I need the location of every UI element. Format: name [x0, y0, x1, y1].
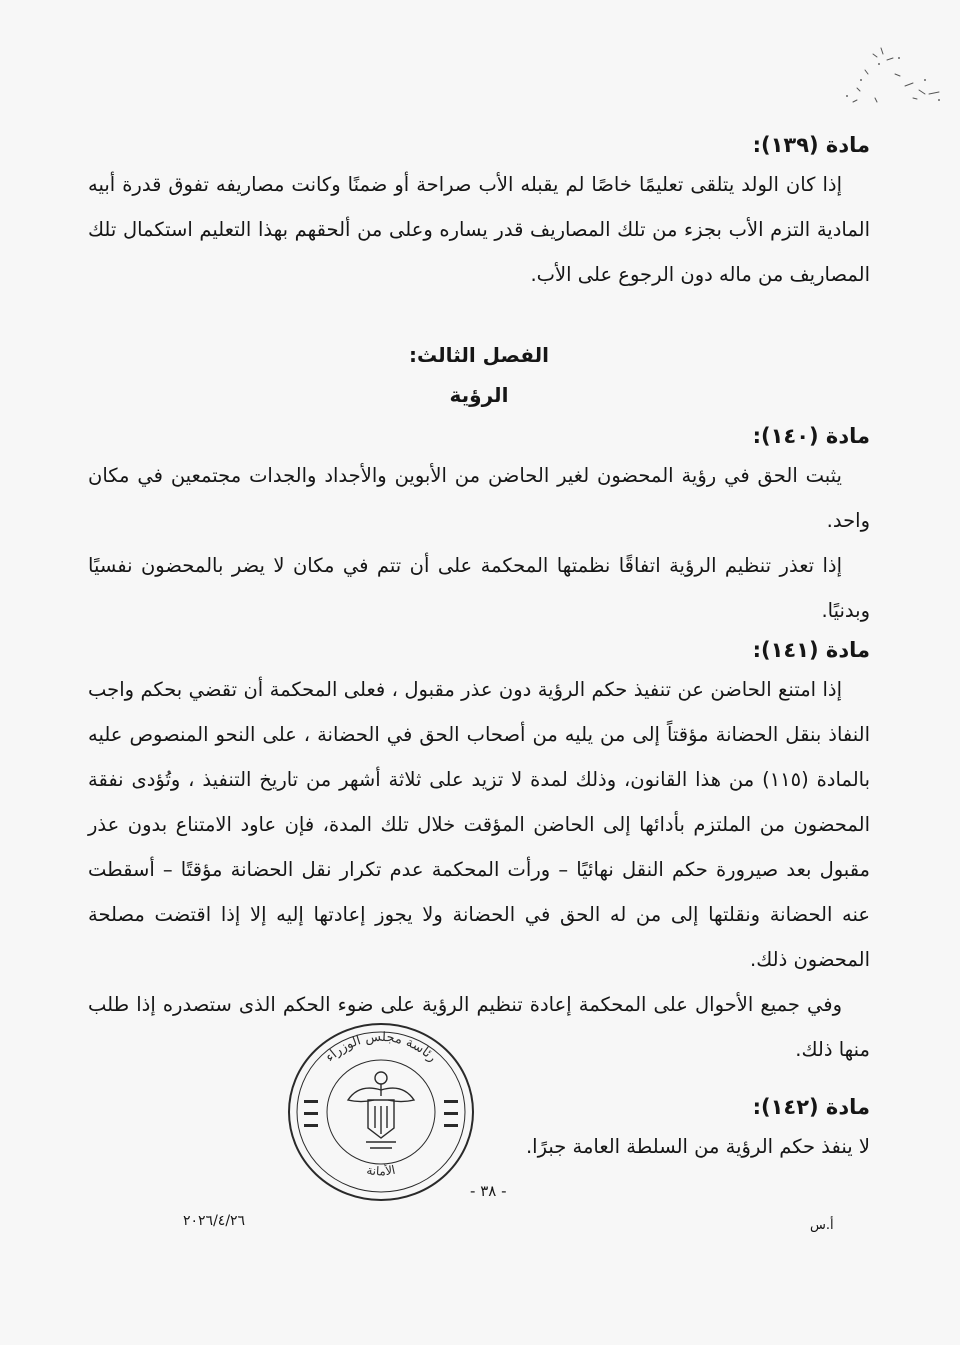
article-140-heading: مادة (١٤٠):: [752, 424, 870, 448]
article-142-heading: مادة (١٤٢):: [752, 1095, 870, 1119]
article-141-paragraph-2: وفي جميع الأحوال على المحكمة إعادة تنظيم الرؤية على ضوء الحكم الذى ستصدره إذا طلب منها ذلك.: [88, 993, 870, 1061]
seal-bottom-text: الأمانة: [365, 1162, 397, 1179]
article-139-paragraph-1: إذا كان الولد يتلقى تعليمًا خاصًا لم يقبله الأب صراحة أو ضمنًا وكانت مصاريفه تفوق قدرة أبيه المادية التزم الأب بجزء من تلك المصاريف قدر يساره وعلى من ألحقهم بهذا التعليم استكمال تلك المصاريف من ماله دون الرجوع على الأب.: [88, 173, 870, 286]
article-141-heading: مادة (١٤١):: [752, 638, 870, 662]
typist-initials: أ.س: [810, 1218, 834, 1233]
article-141-paragraph-1: إذا امتنع الحاضن عن تنفيذ حكم الرؤية دون عذر مقبول ، فعلى المحكمة أن تقضي بحكم واجب النفاذ بنقل الحضانة مؤقتاً إلى من يليه من أصحاب الحق في الحضانة ، على النحو المنصوص عليه بالمادة (١١٥) من هذا القانون، وذلك لمدة لا تزيد على ثلاثة أشهر من تاريخ التنفيذ ، وتُؤدى نفقة المحضون من الملتزم بأدائها إلى الحاضن المؤقت خلال تلك المدة، فإن عاود الامتناع بدون عذر مقبول بعد صيرورة حكم النقل نهائيًا – ورأت المحكمة عدم تكرار نقل الحضانة مؤقتًا – أسقطت عنه الحضانة ونقلتها إلى من له الحق في الحضانة ولا يجوز إعادتها إليه إلا إذا اقتضت مصلحة المحضون ذلك.: [88, 678, 870, 971]
handwritten-scribble-mark: [835, 40, 955, 120]
article-142-paragraph-1: لا ينفذ حكم الرؤية من السلطة العامة جبرًا.: [525, 1135, 870, 1158]
seal-top-text: رئاسة مجلس الوزراء: [322, 1029, 440, 1066]
eagle-emblem-icon: [348, 1072, 414, 1148]
svg-text:الأمانة: [366, 1162, 397, 1178]
document-date: ٢٠٢٦/٤/٢٦: [183, 1213, 246, 1229]
chapter-title: الرؤية: [449, 383, 509, 407]
cabinet-seal-stamp: [282, 1016, 480, 1208]
page-number: - ٣٨ -: [470, 1182, 507, 1200]
chapter-number: الفصل الثالث:: [409, 343, 549, 367]
document-body: [88, 128, 870, 1169]
article-140-paragraph-2: إذا تعذر تنظيم الرؤية اتفاقًا نظمتها المحكمة على أن تتم في مكان لا يضر بالمحضون نفسيًا وبدنيًا.: [88, 554, 870, 622]
article-139-heading: مادة (١٣٩):: [752, 133, 870, 157]
article-140-paragraph-1: يثبت الحق في رؤية المحضون لغير الحاضن من الأبوين والأجداد والجدات مجتمعين في مكان واحد.: [88, 464, 870, 532]
